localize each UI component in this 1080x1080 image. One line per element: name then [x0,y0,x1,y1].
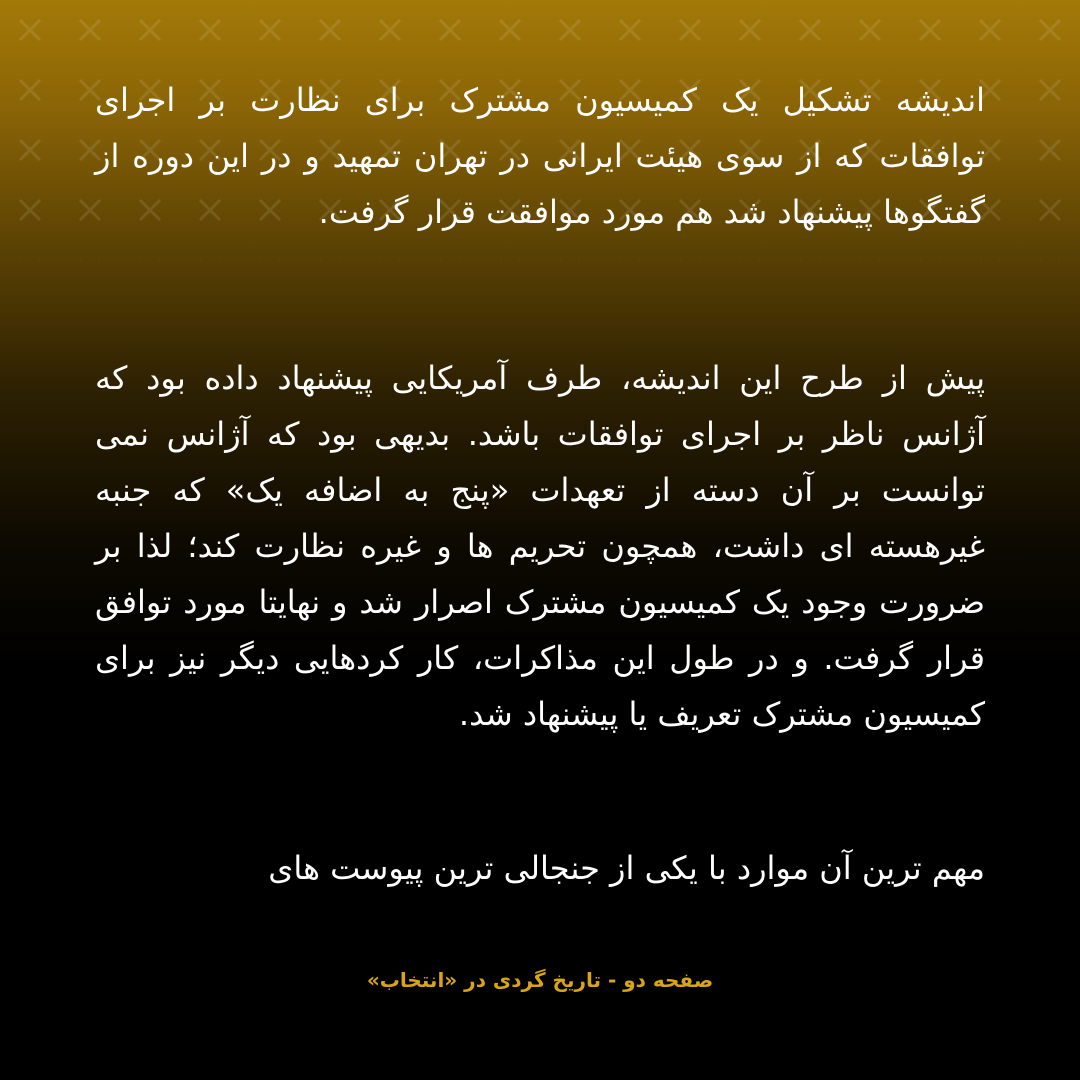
paragraph-1: اندیشه تشکیل یک کمیسیون مشترک برای نظارت بر اجرای توافقات که از سوی هیئت ایرانی در تهران تمهید و در این دوره از گفتگوها پیشنهاد شد هم مورد موافقت قرار گرفت. [95,81,985,231]
paragraph-3: مهم ترین آن موارد با یکی از جنجالی ترین پیوست های [268,849,985,887]
paragraph-2: پیش از طرح این اندیشه، طرف آمریکایی پیشنهاد داده بود که آژانس ناظر بر اجرای توافقات باشد. بدیهی بود که آژانس نمی توانست بر آن دسته از تعهدات «پنج به اضافه یک» که جنبه غیرهسته ای داشت، همچون تحریم ها و غیره نظارت کند؛ لذا بر ضرورت وجود یک کمیسیون مشترک اصرار شد و نهایتا مورد توافق قرار گرفت. و در طول این مذاکرات، کار کردهایی دیگر نیز برای کمیسیون مشترک تعریف یا پیشنهاد شد. [95,359,985,733]
page-footer: صفحه دو - تاریخ گردی در «انتخاب» [366,968,714,992]
